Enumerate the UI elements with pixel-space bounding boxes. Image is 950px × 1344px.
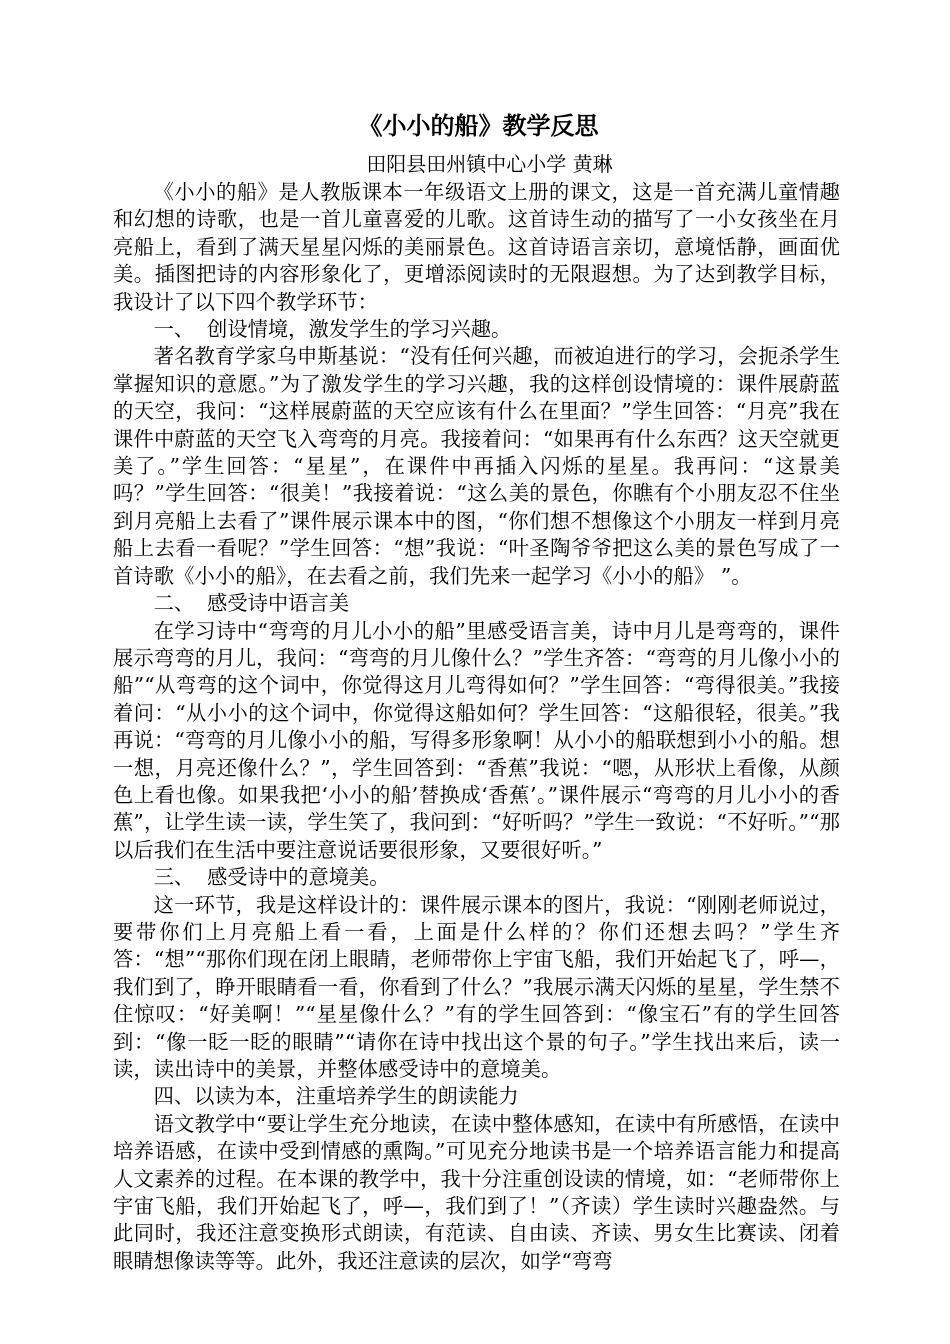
- paragraph-intro: 《小小的船》是人教版课本一年级语文上册的课文，这是一首充满儿童情趣和幻想的诗歌，也是一首儿童喜爱的儿歌。这首诗生动的描写了一小女孩坐在月亮船上，看到了满天星星闪烁的美丽景色。这首诗语言亲切，意境恬静，画面优美。插图把诗的内容形象化了，更增添阅读时的无限遐想。为了达到教学目标，我设计了以下四个教学环节：: [113, 180, 840, 314]
- paragraph-section-4: 语文教学中“要让学生充分地读，在读中整体感知，在读中有所感悟，在读中培养语感，在读中受到情感的熏陶。”可见充分地读书是一个培养语言能力和提高人文素养的过程。在本课的教学中，我十分注重创设读的情境，如：“老师带你上宇宙飞船，我们开始起飞了，呼—，我们到了！”（齐读）学生读时兴趣盎然。与此同时，我还注意变换形式朗读，有范读、自由读、齐读、男女生比赛读、闭着眼睛想像读等等。此外，我还注意读的层次，如学“弯弯: [113, 1111, 840, 1273]
- section-heading-3: 三、 感受诗中的意境美。: [153, 865, 390, 890]
- document-title: 《小小的船》教学反思: [358, 112, 599, 140]
- section-heading-2: 二、 感受诗中语言美: [153, 591, 350, 616]
- paragraph-section-2: 在学习诗中“弯弯的月儿小小的船”里感受语言美，诗中月儿是弯弯的，课件展示弯弯的月儿，我问：“弯弯的月儿像什么？”学生齐答：“弯弯的月儿像小小的船”“从弯弯的这个词中，你觉得这月儿弯得如何？”学生回答：“弯得很美。”我接着问：“从小小的这个词中，你觉得这船如何？学生回答：“这船很轻，很美。”我再说：“弯弯的月儿像小小的船，写得多形象啊！从小小的船联想到小小的船。想一想，月亮还像什么？”，学生回答到：“香蕉”我说：“嗯，从形状上看像，从颜色上看也像。如果我把‘小小的船’替换成‘香蕉’。”课件展示“弯弯的月儿小小的香蕉”，让学生读一读，学生笑了，我问到：“好听吗？”学生一致说：“不好听。”“那以后我们在生活中要注意说话要很形象，又要很好听。”: [113, 618, 840, 862]
- document-author: 田阳县田州镇中心小学 黄琳: [366, 152, 613, 176]
- paragraph-section-1: 著名教育学家乌申斯基说：“没有任何兴趣，而被迫进行的学习，会扼杀学生掌握知识的意愿。”为了激发学生的学习兴趣，我的这样创设情境的：课件展蔚蓝的天空，我问：“这样展蔚蓝的天空应该有什么在里面？”学生回答：“月亮”我在课件中蔚蓝的天空飞入弯弯的月亮。我接着问：“如果再有什么东西？这天空就更美了。”学生回答：“星星”，在课件中再插入闪烁的星星。我再问：“这景美吗？”学生回答：“很美！”我接着说：“这么美的景色，你瞧有个小朋友忍不住坐到月亮船上去看了”课件展示课本中的图，“你们想不想像这个小朋友一样到月亮船上去看一看呢？”学生回答：“想”我说：“叶圣陶爷爷把这么美的景色写成了一首诗歌《小小的船》，在去看之前，我们先来一起学习《小小的船》 ”。: [113, 344, 840, 588]
- section-heading-4: 四、以读为本，注重培养学生的朗读能力: [153, 1084, 519, 1109]
- paragraph-section-3: 这一环节，我是这样设计的：课件展示课本的图片，我说：“刚刚老师说过，要带你们上月亮船上看一看，上面是什么样的？你们还想去吗？”学生齐答：“想”“那你们现在闭上眼睛，老师带你上宇宙飞船，我们开始起飞了，呼—，我们到了，睁开眼睛看一看，你看到了什么？”我展示满天闪烁的星星，学生禁不住惊叹：“好美啊！”“星星像什么？”有的学生回答到：“像宝石”有的学生回答到：“像一眨一眨的眼睛”“请你在诗中找出这个景的句子。”学生找出来后，读一读，读出诗中的美景，并整体感受诗中的意境美。: [113, 892, 840, 1081]
- document-page: [113, 110, 840, 1275]
- section-heading-1: 一、 创设情境，激发学生的学习兴趣。: [153, 317, 512, 342]
